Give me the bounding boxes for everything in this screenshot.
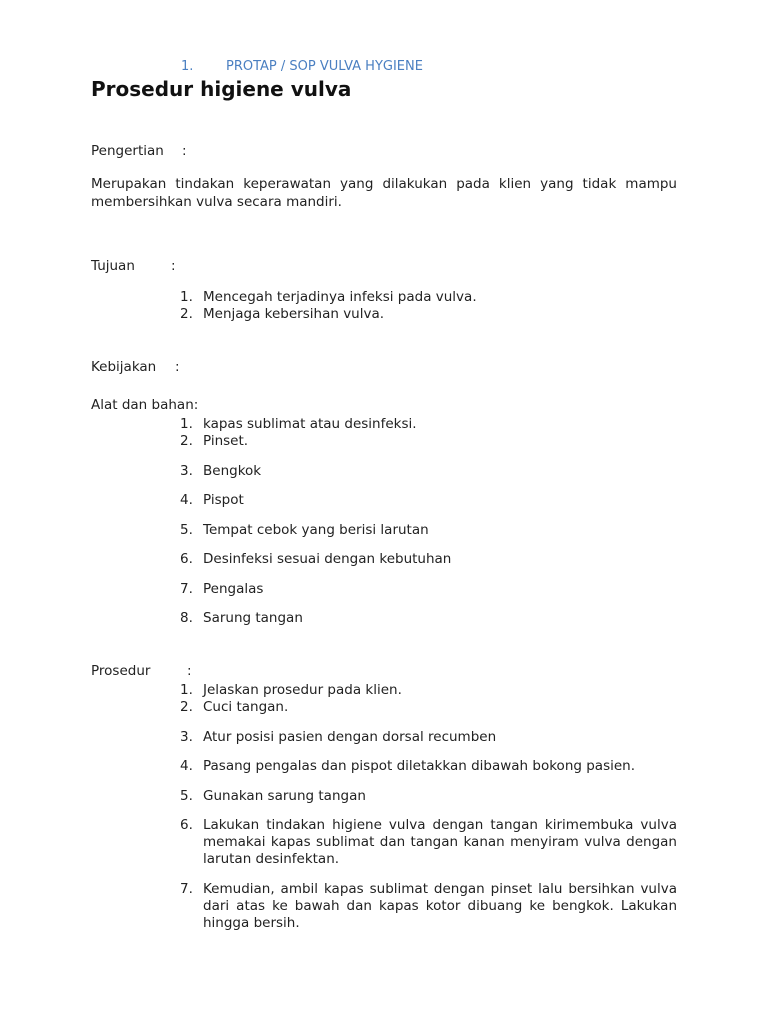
- list-item: [180, 729, 677, 746]
- item-number: 4.: [180, 758, 193, 774]
- list-item: [180, 492, 677, 509]
- item-number: 7.: [180, 880, 193, 897]
- kebijakan-label: Kebijakan: [91, 359, 157, 375]
- item-text: Kemudian, ambil kapas sublimat dengan pinset lalu bersihkan vulva dari atas ke bawah dan kapas kotor dibuang ke bengkok. Lakukan hingga bersih.: [203, 880, 677, 931]
- pengertian-colon: :: [182, 143, 187, 159]
- item-number: 1.: [180, 289, 193, 305]
- item-number: 1.: [180, 416, 193, 432]
- tujuan-colon: :: [171, 258, 176, 274]
- list-item: [180, 416, 677, 433]
- list-item: [180, 551, 677, 568]
- item-text: Bengkok: [203, 462, 262, 479]
- list-item: [180, 463, 677, 480]
- pengertian-label: Pengertian: [91, 143, 164, 159]
- item-text: Jelaskan prosedur pada klien.: [203, 682, 402, 698]
- alat-list: [180, 416, 677, 627]
- item-number: 2.: [180, 433, 193, 449]
- list-item: [180, 881, 677, 932]
- item-text: Lakukan tindakan higiene vulva dengan tangan kirimembuka vulva memakai kapas sublimat dan tangan kanan menyiram vulva dengan larutan desinfektan.: [203, 817, 677, 867]
- item-text: Pasang pengalas dan pispot diletakkan dibawah bokong pasien.: [203, 758, 636, 774]
- item-number: 1.: [180, 682, 193, 698]
- item-text: Cuci tangan.: [203, 699, 289, 715]
- prosedur-label: Prosedur: [91, 663, 151, 679]
- list-item: [180, 699, 677, 716]
- list-item: [180, 433, 677, 450]
- prosedur-colon: :: [187, 663, 192, 679]
- list-item: [180, 522, 677, 539]
- kebijakan-colon: :: [175, 359, 180, 375]
- tujuan-list: [180, 289, 677, 323]
- item-number: 6.: [180, 817, 193, 833]
- item-number: 3.: [180, 728, 193, 745]
- item-number: 3.: [180, 462, 193, 479]
- document-title: Prosedur higiene vulva: [91, 77, 352, 101]
- item-text: Atur posisi pasien dengan dorsal recumben: [203, 728, 497, 745]
- item-text: kapas sublimat atau desinfeksi.: [203, 416, 417, 432]
- list-item: [180, 610, 677, 627]
- heading-text: PROTAP / SOP VULVA HYGIENE: [226, 59, 423, 74]
- tujuan-label: Tujuan: [91, 258, 135, 274]
- list-item: [180, 788, 677, 805]
- list-item: [180, 758, 677, 775]
- item-number: 5.: [180, 787, 193, 804]
- item-text: Menjaga kebersihan vulva.: [203, 306, 385, 322]
- item-text: Sarung tangan: [203, 610, 303, 626]
- item-number: 6.: [180, 551, 193, 567]
- item-text: Tempat cebok yang berisi larutan: [203, 521, 429, 538]
- alat-label: Alat dan bahan:: [91, 397, 199, 413]
- list-item: [180, 817, 677, 868]
- list-item: [180, 581, 677, 598]
- item-text: Pinset.: [203, 433, 249, 449]
- item-text: Desinfeksi sesuai dengan kebutuhan: [203, 551, 452, 567]
- item-text: Gunakan sarung tangan: [203, 787, 366, 804]
- prosedur-list: [180, 682, 677, 932]
- item-text: Pengalas: [203, 580, 264, 597]
- document-heading: [181, 59, 423, 74]
- item-number: 2.: [180, 699, 193, 715]
- item-number: 2.: [180, 306, 193, 322]
- item-text: Pispot: [203, 492, 244, 508]
- list-item: [180, 682, 677, 699]
- item-number: 8.: [180, 610, 193, 626]
- pengertian-text: Merupakan tindakan keperawatan yang dilakukan pada klien yang tidak mampu membersihkan vulva secara mandiri.: [91, 176, 677, 210]
- list-item: [180, 306, 677, 323]
- item-number: 5.: [180, 521, 193, 538]
- item-text: Mencegah terjadinya infeksi pada vulva.: [203, 289, 477, 305]
- item-number: 7.: [180, 580, 193, 597]
- item-number: 4.: [180, 492, 193, 508]
- list-item: [180, 289, 677, 306]
- heading-number: 1.: [181, 59, 194, 74]
